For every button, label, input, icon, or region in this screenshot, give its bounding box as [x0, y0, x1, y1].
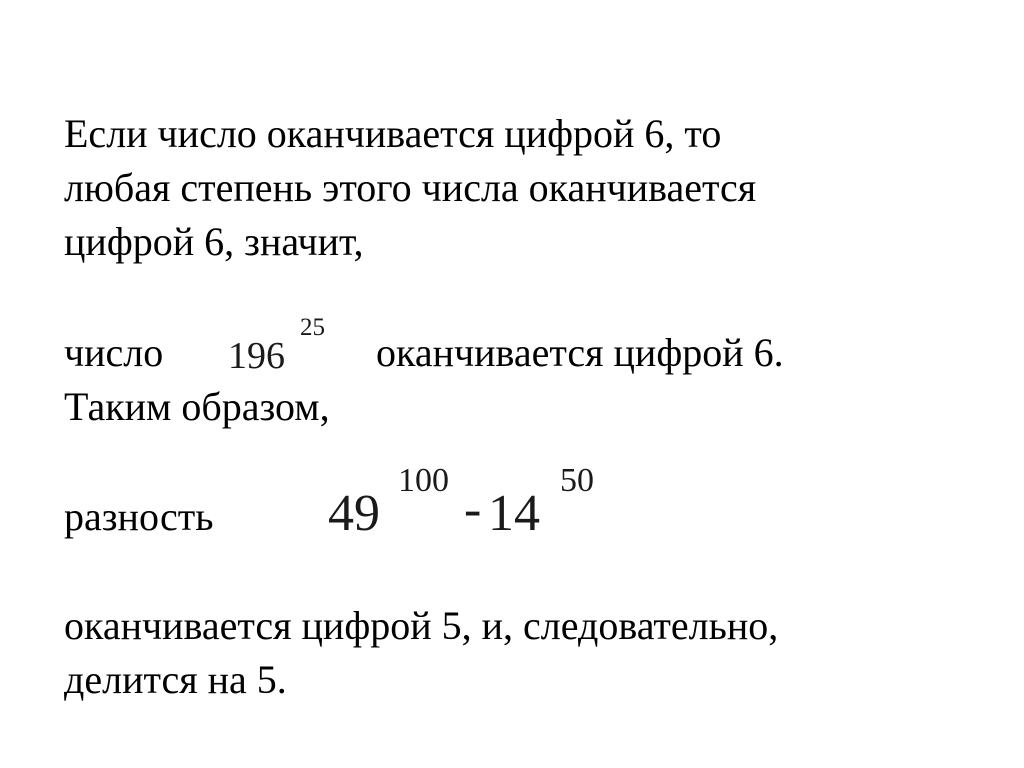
minus-operator: - — [464, 481, 482, 538]
term1-base: 49 — [328, 485, 380, 542]
term2-exponent: 50 — [560, 462, 594, 499]
power-expression-196-25 — [228, 314, 348, 378]
statement-suffix: оканчивается цифрой 6. — [376, 330, 784, 375]
final-line-2: делится на 5. — [64, 657, 287, 702]
text-line-2: любая степень этого числа оканчивается — [64, 165, 757, 210]
power-exponent: 25 — [300, 314, 325, 341]
text-line-1: Если число оканчивается цифрой 6, то — [64, 111, 722, 156]
term1-exponent: 100 — [398, 462, 449, 499]
term2-base: 14 — [488, 485, 540, 542]
conclusion-intro: Таким образом, — [64, 384, 330, 429]
power-base: 196 — [228, 335, 285, 377]
difference-label: разность — [64, 494, 214, 539]
difference-expression — [328, 462, 618, 546]
statement-prefix: число — [64, 330, 164, 375]
text-line-3: цифрой 6, значит, — [64, 219, 364, 264]
final-line-1: оканчивается цифрой 5, и, следовательно, — [64, 603, 779, 648]
